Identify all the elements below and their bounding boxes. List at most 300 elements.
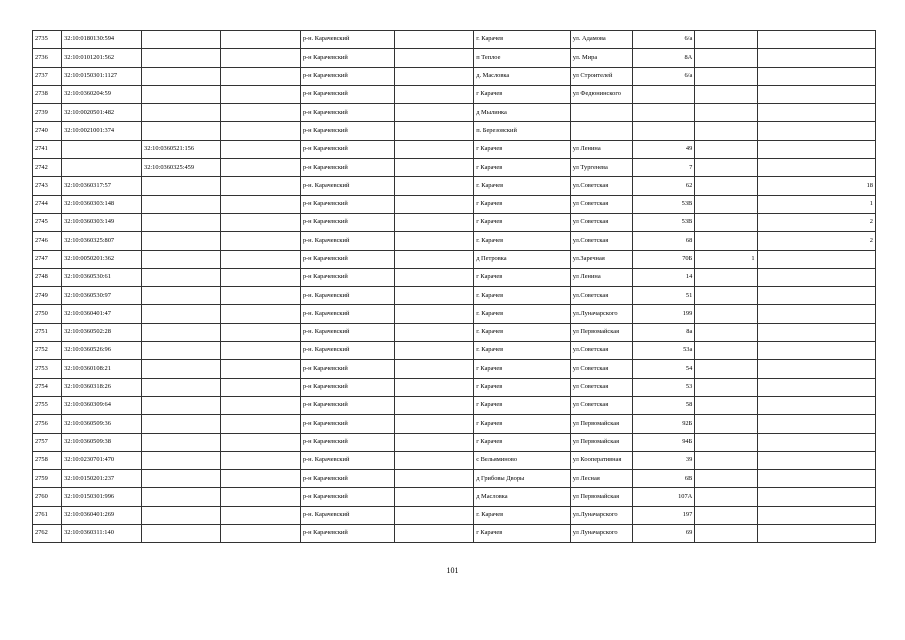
value-a-cell (695, 232, 757, 250)
value-c-cell (757, 85, 875, 103)
empty-cell (220, 195, 300, 213)
street-cell: ул Первомайская (570, 433, 632, 451)
street-cell: ул.Советская (570, 232, 632, 250)
row-number-cell: 2736 (33, 49, 62, 67)
empty-cell (395, 451, 474, 469)
cadastral-number-alt-cell (142, 451, 221, 469)
empty-cell (395, 268, 474, 286)
value-c-cell (757, 360, 875, 378)
table-row (33, 287, 876, 305)
value-c-cell (757, 433, 875, 451)
value-c-cell (757, 305, 875, 323)
settlement-cell: г. Карачев (474, 31, 571, 49)
empty-cell (395, 470, 474, 488)
empty-cell (220, 287, 300, 305)
district-cell: р-н Карачевский (300, 415, 394, 433)
street-cell: ул Ленина (570, 140, 632, 158)
empty-cell (220, 323, 300, 341)
table-row (33, 159, 876, 177)
street-cell: ул Луначарского (570, 525, 632, 543)
house-number-cell: 68 (633, 232, 695, 250)
value-a-cell (695, 451, 757, 469)
row-number-cell: 2753 (33, 360, 62, 378)
cadastral-number-alt-cell (142, 378, 221, 396)
house-number-cell: 8А (633, 49, 695, 67)
row-number-cell: 2762 (33, 525, 62, 543)
cadastral-number-alt-cell (142, 195, 221, 213)
house-number-cell: 53В (633, 195, 695, 213)
empty-cell (395, 342, 474, 360)
cadastral-number-cell: 32:10:0360401:47 (62, 305, 142, 323)
settlement-cell: г Карачев (474, 396, 571, 414)
settlement-cell: г. Карачев (474, 177, 571, 195)
row-number-cell: 2740 (33, 122, 62, 140)
cadastral-number-cell: 32:10:0360204:59 (62, 85, 142, 103)
street-cell: ул Советская (570, 360, 632, 378)
value-a-cell (695, 159, 757, 177)
empty-cell (220, 415, 300, 433)
settlement-cell: д Петровка (474, 250, 571, 268)
empty-cell (395, 104, 474, 122)
settlement-cell: г Карачев (474, 360, 571, 378)
settlement-cell: п. Березовский (474, 122, 571, 140)
cadastral-number-cell: 32:10:0360509:38 (62, 433, 142, 451)
cadastral-number-cell: 32:10:0021001:374 (62, 122, 142, 140)
cadastral-number-alt-cell (142, 305, 221, 323)
settlement-cell: г. Карачев (474, 506, 571, 524)
cadastral-number-cell: 32:10:0360309:64 (62, 396, 142, 414)
cadastral-number-cell: 32:10:0360318:26 (62, 378, 142, 396)
district-cell: р-н Карачевский (300, 250, 394, 268)
value-a-cell (695, 140, 757, 158)
house-number-cell: 54 (633, 360, 695, 378)
row-number-cell: 2744 (33, 195, 62, 213)
value-a-cell (695, 360, 757, 378)
empty-cell (395, 140, 474, 158)
value-c-cell (757, 67, 875, 85)
settlement-cell: г Карачев (474, 140, 571, 158)
settlement-cell: г. Карачев (474, 287, 571, 305)
street-cell: ул Кооперативная (570, 451, 632, 469)
district-cell: р-н Карачевский (300, 213, 394, 231)
settlement-cell: с Вельяминово (474, 451, 571, 469)
street-cell: ул.Советская (570, 287, 632, 305)
empty-cell (220, 268, 300, 286)
value-a-cell (695, 195, 757, 213)
house-number-cell: 51 (633, 287, 695, 305)
settlement-cell: г Карачев (474, 213, 571, 231)
cadastral-number-cell: 32:10:0360530:97 (62, 287, 142, 305)
value-c-cell (757, 287, 875, 305)
empty-cell (395, 213, 474, 231)
empty-cell (220, 433, 300, 451)
value-a-cell (695, 525, 757, 543)
value-a-cell (695, 67, 757, 85)
value-c-cell (757, 140, 875, 158)
cadastral-number-alt-cell (142, 122, 221, 140)
value-a-cell (695, 342, 757, 360)
page-number: 101 (446, 566, 459, 575)
empty-cell (395, 305, 474, 323)
cadastral-number-alt-cell (142, 525, 221, 543)
district-cell: р-н Карачевский (300, 85, 394, 103)
table-row (33, 305, 876, 323)
empty-cell (220, 177, 300, 195)
table-row (33, 140, 876, 158)
empty-cell (220, 67, 300, 85)
settlement-cell: д Масловка (474, 488, 571, 506)
empty-cell (395, 360, 474, 378)
street-cell: ул Советская (570, 378, 632, 396)
settlement-cell: г Карачев (474, 415, 571, 433)
value-c-cell: 18 (757, 177, 875, 195)
house-number-cell: 8а (633, 323, 695, 341)
empty-cell (220, 396, 300, 414)
street-cell: ул.Заречная (570, 250, 632, 268)
empty-cell (220, 49, 300, 67)
table-row (33, 323, 876, 341)
empty-cell (395, 506, 474, 524)
table-row (33, 104, 876, 122)
district-cell: р-н. Карачевский (300, 232, 394, 250)
cadastral-number-alt-cell (142, 213, 221, 231)
row-number-cell: 2738 (33, 85, 62, 103)
cadastral-number-alt-cell (142, 323, 221, 341)
empty-cell (220, 31, 300, 49)
value-c-cell (757, 49, 875, 67)
empty-cell (220, 122, 300, 140)
value-a-cell (695, 213, 757, 231)
house-number-cell: 6В (633, 470, 695, 488)
row-number-cell: 2735 (33, 31, 62, 49)
value-a-cell (695, 305, 757, 323)
cadastral-number-alt-cell (142, 342, 221, 360)
value-c-cell (757, 415, 875, 433)
cadastral-number-cell: 32:10:0101201:562 (62, 49, 142, 67)
value-a-cell (695, 415, 757, 433)
house-number-cell: 6/а (633, 31, 695, 49)
district-cell: р-н Карачевский (300, 49, 394, 67)
empty-cell (220, 378, 300, 396)
cadastral-number-alt-cell (142, 67, 221, 85)
value-c-cell (757, 31, 875, 49)
settlement-cell: г. Карачев (474, 232, 571, 250)
value-c-cell (757, 268, 875, 286)
row-number-cell: 2739 (33, 104, 62, 122)
house-number-cell (633, 104, 695, 122)
district-cell: р-н. Карачевский (300, 323, 394, 341)
row-number-cell: 2754 (33, 378, 62, 396)
district-cell: р-н Карачевский (300, 122, 394, 140)
settlement-cell: д Грибовы Дворы (474, 470, 571, 488)
empty-cell (395, 378, 474, 396)
registry-table (32, 30, 876, 543)
cadastral-number-cell: 32:10:0360317:57 (62, 177, 142, 195)
cadastral-number-alt-cell: 32:10:0360325:459 (142, 159, 221, 177)
table-row (33, 85, 876, 103)
row-number-cell: 2755 (33, 396, 62, 414)
cadastral-number-alt-cell (142, 31, 221, 49)
table-row (33, 213, 876, 231)
value-c-cell (757, 378, 875, 396)
row-number-cell: 2748 (33, 268, 62, 286)
row-number-cell: 2756 (33, 415, 62, 433)
house-number-cell: 107А (633, 488, 695, 506)
row-number-cell: 2737 (33, 67, 62, 85)
street-cell: ул Лесная (570, 470, 632, 488)
house-number-cell: 94Б (633, 433, 695, 451)
house-number-cell: 49 (633, 140, 695, 158)
table-row (33, 49, 876, 67)
street-cell: ул Ленина (570, 268, 632, 286)
row-number-cell: 2749 (33, 287, 62, 305)
cadastral-number-cell: 32:10:0360303:149 (62, 213, 142, 231)
settlement-cell: п Теплое (474, 49, 571, 67)
value-a-cell (695, 323, 757, 341)
district-cell: р-н Карачевский (300, 195, 394, 213)
value-c-cell (757, 396, 875, 414)
value-c-cell (757, 250, 875, 268)
table-row (33, 451, 876, 469)
district-cell: р-н Карачевский (300, 159, 394, 177)
value-c-cell: 2 (757, 232, 875, 250)
house-number-cell: 53а (633, 342, 695, 360)
street-cell: ул. Мира (570, 49, 632, 67)
empty-cell (395, 31, 474, 49)
district-cell: р-н Карачевский (300, 140, 394, 158)
value-a-cell (695, 470, 757, 488)
value-a-cell (695, 378, 757, 396)
empty-cell (395, 177, 474, 195)
cadastral-number-alt-cell (142, 268, 221, 286)
row-number-cell: 2757 (33, 433, 62, 451)
value-c-cell (757, 451, 875, 469)
street-cell: ул Советская (570, 213, 632, 231)
row-number-cell: 2741 (33, 140, 62, 158)
street-cell (570, 104, 632, 122)
row-number-cell: 2750 (33, 305, 62, 323)
value-a-cell (695, 488, 757, 506)
empty-cell (220, 232, 300, 250)
house-number-cell: 70Б (633, 250, 695, 268)
empty-cell (395, 122, 474, 140)
row-number-cell: 2745 (33, 213, 62, 231)
row-number-cell: 2760 (33, 488, 62, 506)
settlement-cell: д Мылинка (474, 104, 571, 122)
cadastral-number-cell: 32:10:0150301:996 (62, 488, 142, 506)
settlement-cell: г Карачев (474, 159, 571, 177)
value-a-cell (695, 287, 757, 305)
cadastral-number-cell: 32:10:0360526:96 (62, 342, 142, 360)
cadastral-number-cell: 32:10:0050201:362 (62, 250, 142, 268)
house-number-cell (633, 122, 695, 140)
value-c-cell (757, 470, 875, 488)
empty-cell (220, 213, 300, 231)
row-number-cell: 2752 (33, 342, 62, 360)
street-cell: ул Строителей (570, 67, 632, 85)
value-a-cell (695, 177, 757, 195)
district-cell: р-н Карачевский (300, 525, 394, 543)
district-cell: р-н. Карачевский (300, 287, 394, 305)
district-cell: р-н. Карачевский (300, 305, 394, 323)
street-cell: ул. Адамова (570, 31, 632, 49)
value-c-cell (757, 104, 875, 122)
district-cell: р-н Карачевский (300, 67, 394, 85)
empty-cell (395, 85, 474, 103)
value-c-cell (757, 506, 875, 524)
table-row (33, 232, 876, 250)
empty-cell (395, 488, 474, 506)
street-cell: ул.Советская (570, 342, 632, 360)
row-number-cell: 2761 (33, 506, 62, 524)
cadastral-number-cell: 32:10:0360509:36 (62, 415, 142, 433)
cadastral-number-alt-cell (142, 396, 221, 414)
row-number-cell: 2747 (33, 250, 62, 268)
cadastral-number-cell: 32:10:0360311:140 (62, 525, 142, 543)
row-number-cell: 2746 (33, 232, 62, 250)
district-cell: р-н. Карачевский (300, 506, 394, 524)
cadastral-number-alt-cell (142, 232, 221, 250)
empty-cell (220, 85, 300, 103)
value-c-cell (757, 342, 875, 360)
value-a-cell (695, 433, 757, 451)
cadastral-number-alt-cell (142, 433, 221, 451)
street-cell: ул Первомайская (570, 488, 632, 506)
row-number-cell: 2751 (33, 323, 62, 341)
settlement-cell: г Карачев (474, 433, 571, 451)
table-row (33, 433, 876, 451)
empty-cell (220, 360, 300, 378)
table-row (33, 470, 876, 488)
table-row (33, 360, 876, 378)
table-row (33, 378, 876, 396)
settlement-cell: г Карачев (474, 378, 571, 396)
settlement-cell: г Карачев (474, 268, 571, 286)
district-cell: р-н Карачевский (300, 360, 394, 378)
house-number-cell: 92Б (633, 415, 695, 433)
empty-cell (395, 396, 474, 414)
empty-cell (220, 140, 300, 158)
cadastral-number-cell: 32:10:0360530:61 (62, 268, 142, 286)
cadastral-number-alt-cell (142, 287, 221, 305)
cadastral-number-alt-cell (142, 104, 221, 122)
district-cell: р-н. Карачевский (300, 177, 394, 195)
empty-cell (220, 488, 300, 506)
value-a-cell (695, 396, 757, 414)
house-number-cell: 58 (633, 396, 695, 414)
table-body (33, 31, 876, 543)
district-cell: р-н Карачевский (300, 396, 394, 414)
value-a-cell: 1 (695, 250, 757, 268)
cadastral-number-cell: 32:10:0150301:1127 (62, 67, 142, 85)
empty-cell (395, 287, 474, 305)
cadastral-number-alt-cell: 32:10:0360521:156 (142, 140, 221, 158)
value-a-cell (695, 122, 757, 140)
empty-cell (220, 470, 300, 488)
table-row (33, 342, 876, 360)
house-number-cell: 197 (633, 506, 695, 524)
cadastral-number-cell: 32:10:0180130:594 (62, 31, 142, 49)
empty-cell (395, 232, 474, 250)
value-a-cell (695, 49, 757, 67)
cadastral-number-alt-cell (142, 85, 221, 103)
value-a-cell (695, 85, 757, 103)
house-number-cell: 69 (633, 525, 695, 543)
street-cell: ул.Советская (570, 177, 632, 195)
cadastral-number-cell: 32:10:0020501:482 (62, 104, 142, 122)
house-number-cell: 39 (633, 451, 695, 469)
value-a-cell (695, 31, 757, 49)
cadastral-number-cell: 32:10:0360502:28 (62, 323, 142, 341)
cadastral-number-alt-cell (142, 177, 221, 195)
settlement-cell: г Карачев (474, 85, 571, 103)
street-cell: ул Советская (570, 396, 632, 414)
row-number-cell: 2758 (33, 451, 62, 469)
street-cell: ул Федюнинского (570, 85, 632, 103)
table-row (33, 268, 876, 286)
cadastral-number-cell: 32:10:0360303:148 (62, 195, 142, 213)
value-c-cell (757, 159, 875, 177)
empty-cell (395, 250, 474, 268)
cadastral-number-cell: 32:10:0360108:21 (62, 360, 142, 378)
settlement-cell: г. Карачев (474, 342, 571, 360)
table-row (33, 177, 876, 195)
value-c-cell (757, 323, 875, 341)
settlement-cell: г. Карачев (474, 323, 571, 341)
cadastral-number-alt-cell (142, 506, 221, 524)
empty-cell (220, 159, 300, 177)
value-c-cell: 1 (757, 195, 875, 213)
value-a-cell (695, 268, 757, 286)
house-number-cell (633, 85, 695, 103)
street-cell: ул Советская (570, 195, 632, 213)
table-row (33, 122, 876, 140)
street-cell: ул.Луначарского (570, 305, 632, 323)
house-number-cell: 6/а (633, 67, 695, 85)
row-number-cell: 2743 (33, 177, 62, 195)
district-cell: р-н Карачевский (300, 470, 394, 488)
district-cell: р-н. Карачевский (300, 451, 394, 469)
table-row (33, 31, 876, 49)
empty-cell (220, 525, 300, 543)
value-c-cell: 2 (757, 213, 875, 231)
settlement-cell: г Карачев (474, 195, 571, 213)
cadastral-number-alt-cell (142, 488, 221, 506)
empty-cell (395, 67, 474, 85)
empty-cell (395, 525, 474, 543)
value-a-cell (695, 506, 757, 524)
empty-cell (395, 415, 474, 433)
table-row (33, 396, 876, 414)
empty-cell (395, 195, 474, 213)
house-number-cell: 14 (633, 268, 695, 286)
table-row (33, 525, 876, 543)
table-row (33, 415, 876, 433)
cadastral-number-cell (62, 159, 142, 177)
empty-cell (220, 342, 300, 360)
house-number-cell: 53В (633, 213, 695, 231)
house-number-cell: 53 (633, 378, 695, 396)
house-number-cell: 7 (633, 159, 695, 177)
table-row (33, 488, 876, 506)
row-number-cell: 2742 (33, 159, 62, 177)
table-row (33, 506, 876, 524)
district-cell: р-н Карачевский (300, 104, 394, 122)
street-cell (570, 122, 632, 140)
empty-cell (395, 49, 474, 67)
settlement-cell: д. Масловка (474, 67, 571, 85)
cadastral-number-alt-cell (142, 470, 221, 488)
